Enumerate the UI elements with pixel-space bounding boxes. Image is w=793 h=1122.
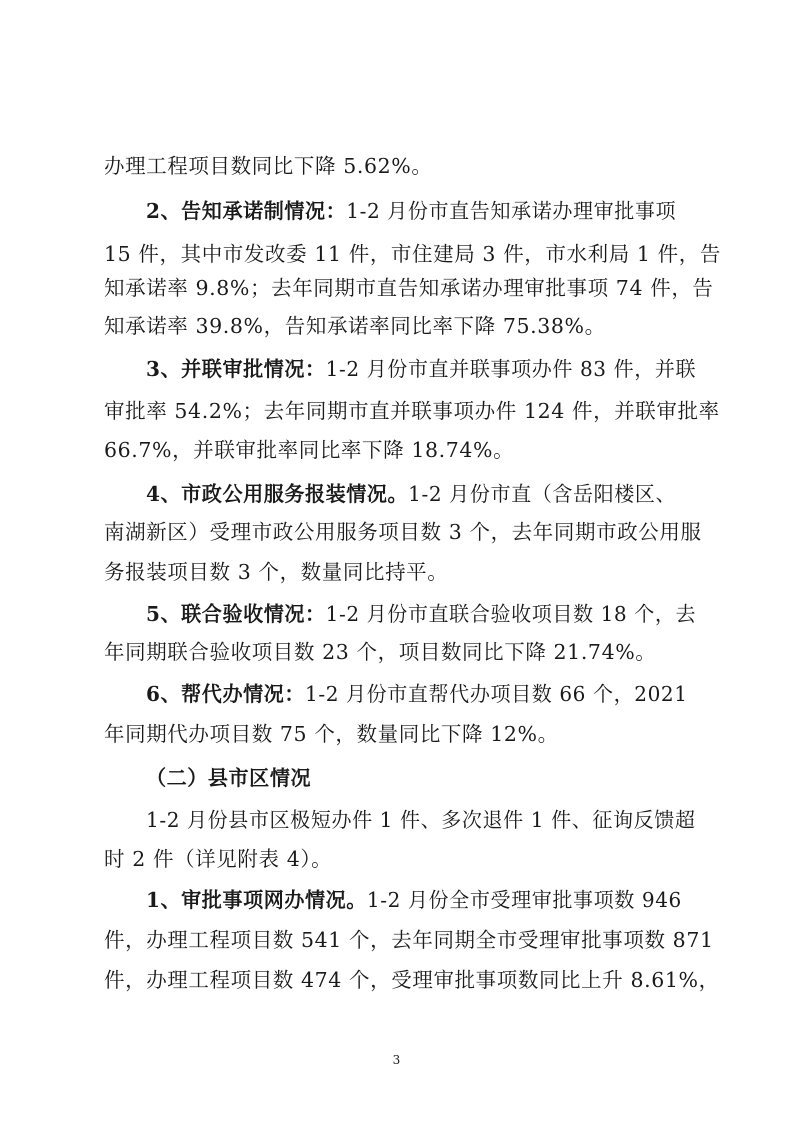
- subsection-heading: （二）县市区情况: [146, 766, 312, 790]
- page-number: 3: [392, 1053, 401, 1067]
- paragraph-line: [104, 397, 720, 425]
- line-text: 办理工程项目数同比下降 5.62%。: [104, 154, 433, 178]
- line-text: 年同期代办项目数 75 个，数量同比下降 12%。: [104, 722, 559, 746]
- section-heading: 1、审批事项网办情况。: [146, 888, 367, 912]
- line-text: 1-2 月份市直联合验收项目数 18 个，去: [325, 602, 697, 626]
- paragraph-line: [104, 966, 720, 994]
- section-heading: 6、帮代办情况：: [146, 682, 306, 706]
- line-text: 1-2 月份市直帮代办项目数 66 个，2021: [305, 682, 688, 706]
- line-text: 1-2 月份市直并联事项办件 83 件，并联: [325, 357, 697, 381]
- section-heading-line: [146, 600, 733, 628]
- paragraph-line: [104, 845, 704, 873]
- section-heading-line: [146, 480, 733, 508]
- line-text: 1-2 月份市直（含岳阳楼区、: [408, 482, 677, 506]
- line-text: 时 2 件（详见附表 4）。: [104, 847, 333, 871]
- line-text: 务报装项目数 3 个，数量同比持平。: [104, 560, 449, 584]
- line-text: 1-2 月份市直告知承诺办理审批事项: [346, 199, 677, 223]
- line-text: 件，办理工程项目数 474 个，受理审批事项数同比上升 8.61%，: [104, 968, 720, 992]
- paragraph-line: [104, 312, 704, 340]
- section-heading-line: [146, 355, 733, 383]
- section-heading-line: [146, 197, 733, 225]
- line-text: 知承诺率 39.8%，告知承诺率同比率下降 75.38%。: [104, 314, 606, 338]
- paragraph-line: [104, 558, 704, 586]
- section-heading-line: [146, 680, 733, 708]
- paragraph-line: [146, 806, 733, 834]
- line-text: 15 件，其中市发改委 11 件，市住建局 3 件，市水利局 1 件，告: [104, 242, 721, 266]
- paragraph-line: [104, 436, 704, 464]
- line-text: 南湖新区）受理市政公用服务项目数 3 个，去年同期市政公用服: [104, 520, 702, 544]
- subsection-heading-line: [146, 764, 733, 792]
- line-text: 知承诺率 9.8%；去年同期市直告知承诺办理审批事项 74 件，告: [104, 276, 714, 300]
- section-heading: 3、并联审批情况：: [146, 357, 326, 381]
- section-heading: 4、市政公用服务报装情况。: [146, 482, 409, 506]
- paragraph-line: [104, 720, 704, 748]
- line-text: 1-2 月份全市受理审批事项数 946: [366, 888, 682, 912]
- line-text: 审批率 54.2%；去年同期市直并联事项办件 124 件，并联审批率: [104, 399, 720, 423]
- line-text: 件，办理工程项目数 541 个，去年同期全市受理审批事项数 871: [104, 928, 714, 952]
- line-text: 66.7%，并联审批率同比率下降 18.74%。: [104, 438, 515, 462]
- line-text: 1-2 月份县市区极短办件 1 件、多次退件 1 件、征询反馈超: [146, 808, 696, 832]
- paragraph-line: [104, 518, 704, 546]
- line-text: 年同期联合验收项目数 23 个，项目数同比下降 21.74%。: [104, 640, 657, 664]
- section-heading: 5、联合验收情况：: [146, 602, 326, 626]
- paragraph-line: [104, 274, 714, 302]
- section-heading-line: [146, 886, 733, 914]
- paragraph-line: [104, 240, 721, 268]
- paragraph-line: [104, 152, 704, 180]
- paragraph-line: [104, 638, 704, 666]
- paragraph-line: [104, 926, 714, 954]
- section-heading: 2、告知承诺制情况：: [146, 199, 347, 223]
